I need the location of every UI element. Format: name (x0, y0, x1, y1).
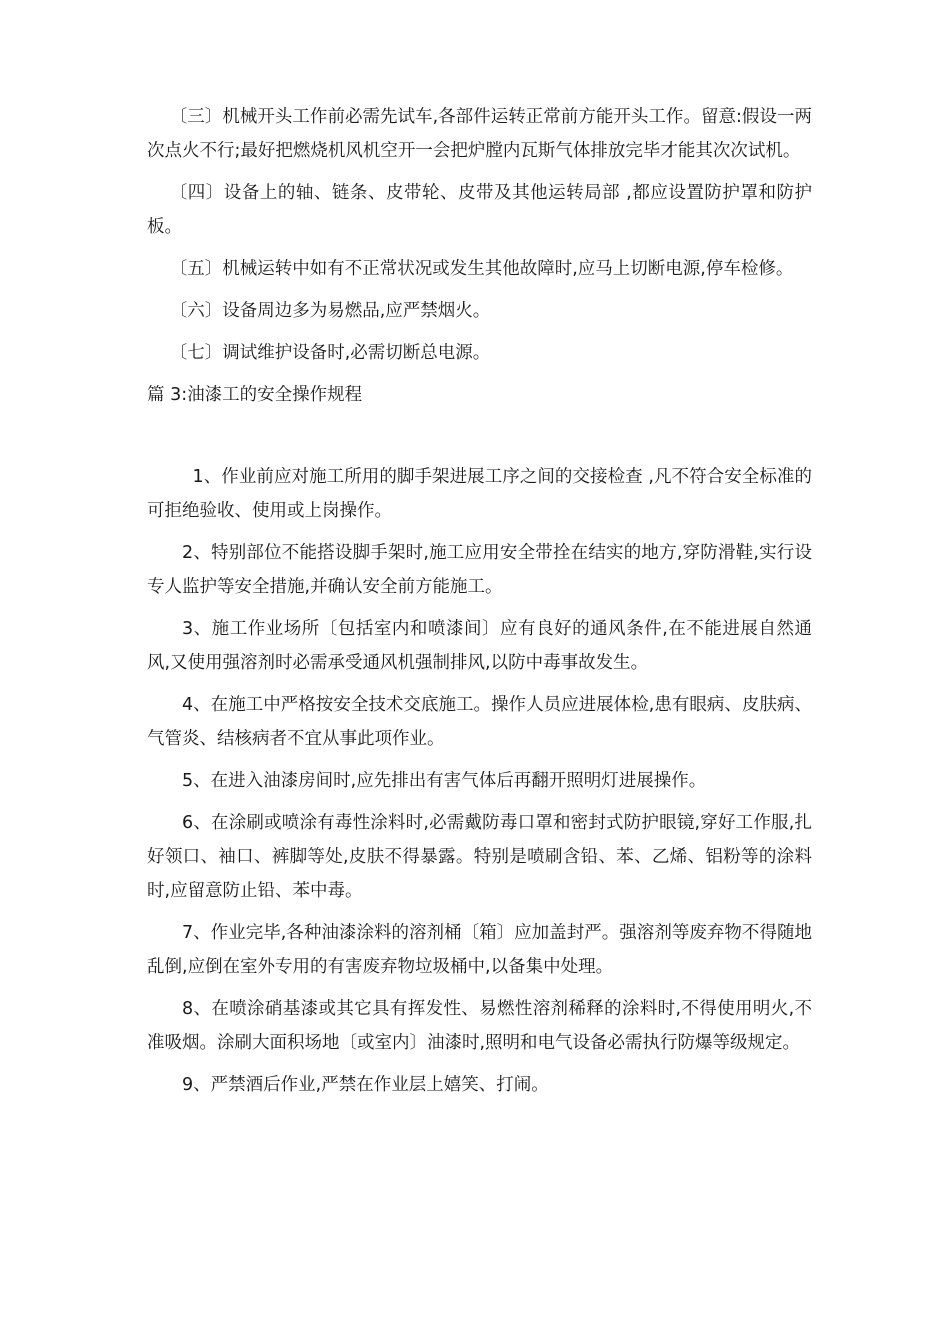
paragraph-item-6: 〔六〕设备周边多为易燃品,应严禁烟火。 (169, 301, 491, 321)
rule-item-7: 7、作业完毕,各种油漆涂料的溶剂桶〔箱〕应加盖封严。强溶剂等废弃物不得随地乱倒,应倒在室外专用的有害废弃物垃圾桶中,以备集中处理。 (147, 923, 812, 977)
rule-item-8: 8、在喷涂硝基漆或其它具有挥发性、易燃性溶剂稀释的涂料时,不得使用明火,不准吸烟。涂刷大面积场地〔或室内〕油漆时,照明和电气设备必需执行防爆等级规定。 (147, 999, 812, 1053)
paragraph-item-5: 〔五〕机械运转中如有不正常状况或发生其他故障时,应马上切断电源,停车检修。 (169, 259, 794, 279)
rule-item-6: 6、在涂刷或喷涂有毒性涂料时,必需戴防毒口罩和密封式防护眼镜,穿好工作服,扎好领口、袖口、裤脚等处,皮肤不得暴露。特别是喷刷含铅、苯、乙烯、铝粉等的涂料时,应留意防止铅、苯中毒。 (147, 813, 812, 901)
paragraph-item-7: 〔七〕调试维护设备时,必需切断总电源。 (169, 343, 491, 363)
section-heading: 篇 3:油漆工的安全操作规程 (147, 385, 363, 405)
rule-item-9: 9、严禁酒后作业,严禁在作业层上嬉笑、打闹。 (182, 1075, 549, 1095)
rule-item-4: 4、在施工中严格按安全技术交底施工。操作人员应进展体检,患有眼病、皮肤病、气管炎、结核病者不宜从事此项作业。 (147, 695, 812, 749)
document-body (147, 100, 812, 1110)
rule-item-3: 3、施工作业场所〔包括室内和喷漆间〕应有良好的通风条件,在不能进展自然通风,又使用强溶剂时必需承受通风机强制排风,以防中毒事故发生。 (147, 619, 812, 673)
rule-item-5: 5、在进入油漆房间时,应先排出有害气体后再翻开照明灯进展操作。 (182, 771, 707, 791)
rule-item-1: 1、作业前应对施工所用的脚手架进展工序之间的交接检查 ,凡不符合安全标准的可拒绝验收、使用或上岗操作。 (147, 467, 812, 521)
paragraph-item-4: 〔四〕设备上的轴、链条、皮带轮、皮带及其他运转局部 ,都应设置防护罩和防护板。 (147, 183, 812, 237)
paragraph-item-3: 〔三〕机械开头工作前必需先试车,各部件运转正常前方能开头工作。留意:假设一两次点火不行;最好把燃烧机风机空开一会把炉膛内瓦斯气体排放完毕才能其次次试机。 (147, 107, 812, 161)
rule-item-2: 2、特别部位不能搭设脚手架时,施工应用安全带拴在结实的地方,穿防滑鞋,实行设专人监护等安全措施,并确认安全前方能施工。 (147, 543, 812, 597)
